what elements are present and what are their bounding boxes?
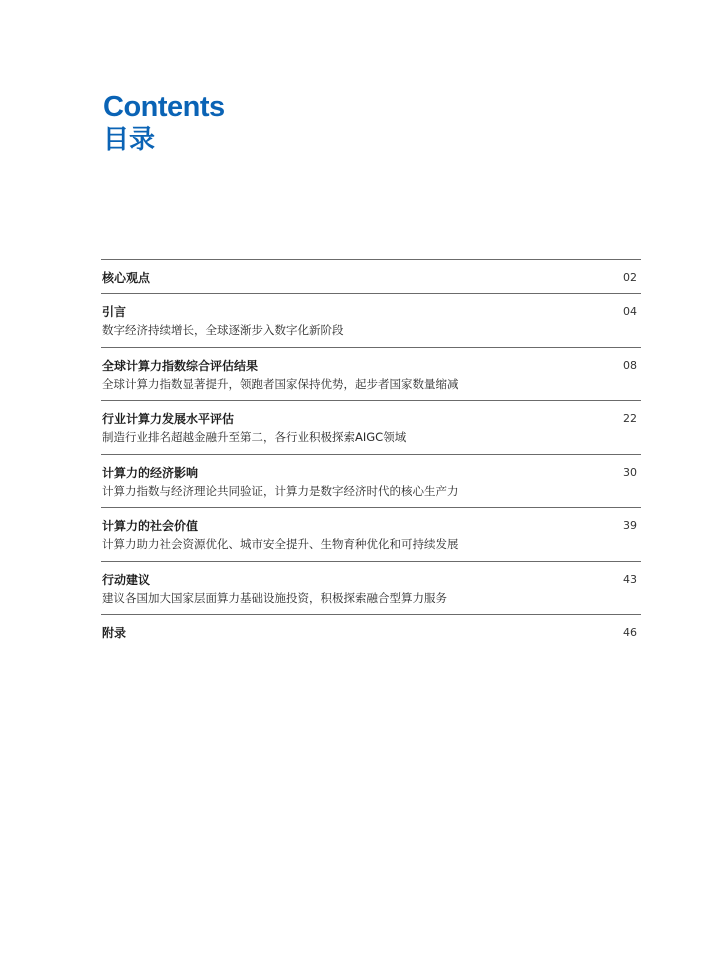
toc-entry-title: 行业计算力发展水平评估: [102, 412, 235, 426]
toc-entry-subtitle: 计算力助力社会资源优化、城市安全提升、生物育种优化和可持续发展: [102, 537, 459, 551]
toc-entry-subtitle: 计算力指数与经济理论共同验证，计算力是数字经济时代的核心生产力: [102, 483, 459, 498]
toc-entry-page: 46: [623, 626, 637, 639]
contents-title-en: Contents: [103, 91, 225, 123]
toc-entry-title: 计算力的经济影响: [102, 465, 199, 480]
toc-entry-page: 22: [623, 412, 637, 425]
toc-entry-industry-assessment[interactable]: [101, 400, 641, 454]
toc-entry-subtitle: 全球计算力指数显著提升，领跑者国家保持优势，起步者国家数量缩减: [102, 376, 459, 391]
toc-entry-title: 核心观点: [102, 271, 151, 285]
toc-entry-recommendations[interactable]: [101, 561, 641, 615]
toc-entry-title: 全球计算力指数综合评估结果: [102, 358, 259, 373]
toc-entry-global-index-results[interactable]: [101, 347, 641, 401]
toc-entry-subtitle: 建议各国加大国家层面算力基础设施投资，积极探索融合型算力服务: [102, 590, 447, 605]
toc-entry-page: 43: [623, 572, 637, 586]
toc-entry-title: 计算力的社会价值: [102, 519, 199, 533]
toc-entry-page: 04: [623, 305, 637, 318]
toc-entry-page: 08: [623, 358, 637, 372]
toc-entry-title: 行动建议: [102, 572, 151, 587]
toc-entry-page: 02: [623, 271, 637, 284]
toc-entry-title: 附录: [102, 626, 127, 640]
toc-entry-subtitle: 数字经济持续增长，全球逐渐步入数字化新阶段: [102, 323, 344, 337]
contents-title-zh: 目录: [103, 125, 156, 155]
contents-heading: [103, 90, 225, 156]
toc-entry-appendix[interactable]: [101, 614, 641, 648]
toc-entry-economic-impact[interactable]: [101, 454, 641, 508]
toc-entry-key-points[interactable]: [101, 259, 641, 293]
toc-entry-title: 引言: [102, 305, 127, 319]
toc-entry-introduction[interactable]: [101, 293, 641, 347]
toc-entry-subtitle: 制造行业排名超越金融升至第二，各行业积极探索AIGC领域: [102, 430, 407, 444]
toc-entry-page: 39: [623, 519, 637, 532]
toc-entry-social-value[interactable]: [101, 507, 641, 561]
toc-entry-page: 30: [623, 465, 637, 479]
table-of-contents: [101, 259, 641, 648]
